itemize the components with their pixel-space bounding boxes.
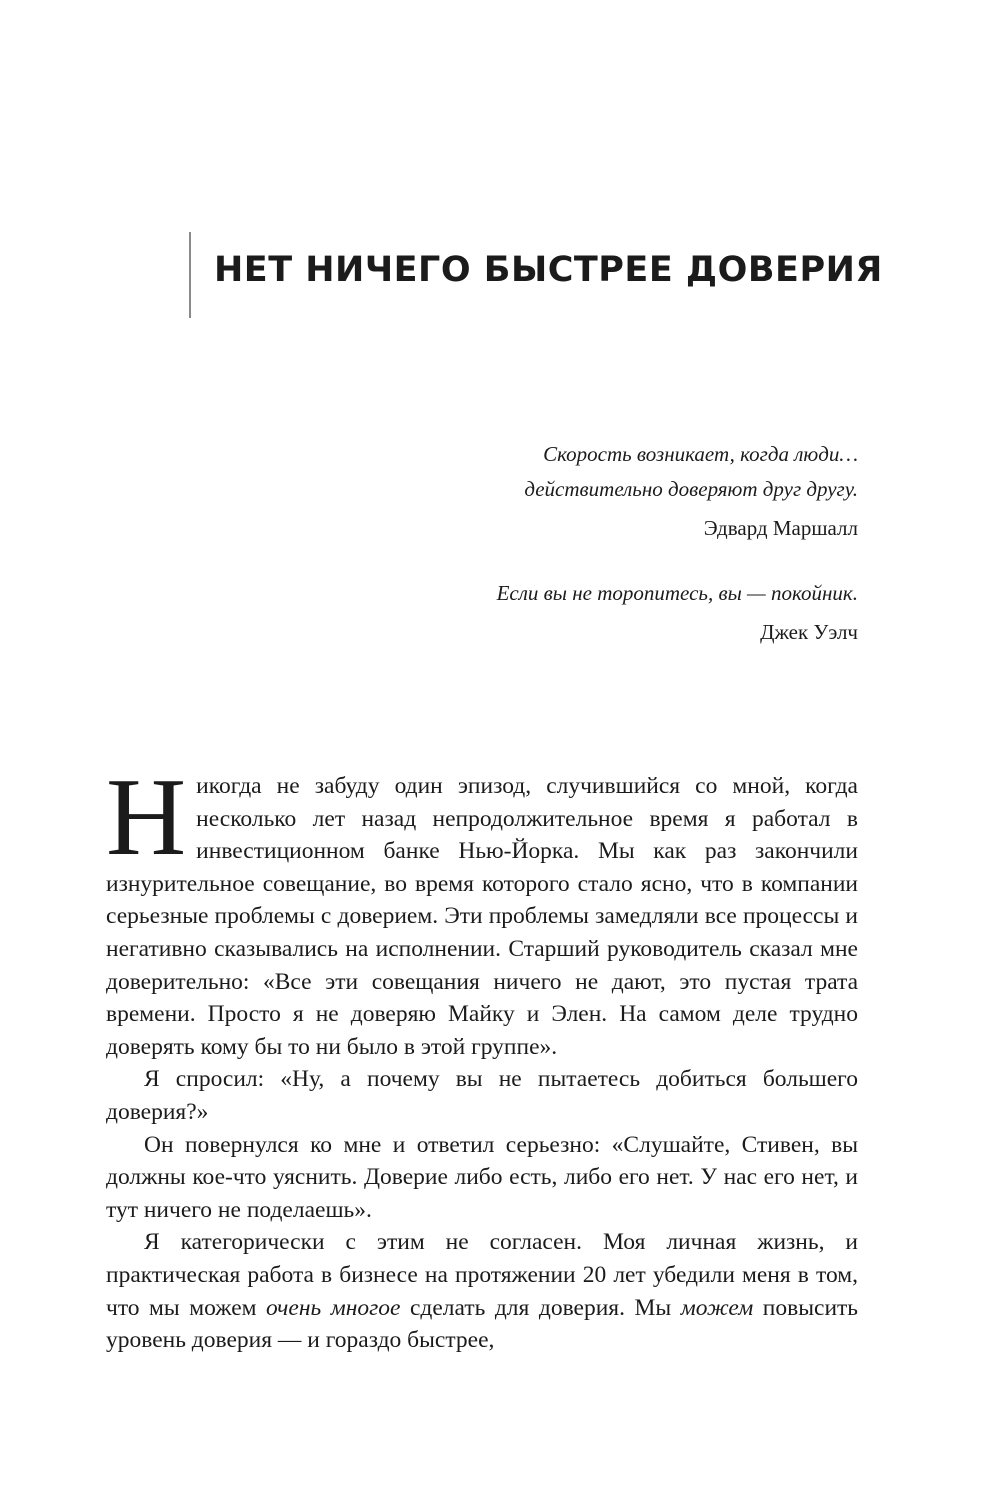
paragraph-4-text: сделать для доверия. Мы — [400, 1294, 681, 1321]
paragraph-4 — [106, 1226, 858, 1356]
paragraph-1 — [106, 756, 858, 1063]
paragraph-3: Он повернулся ко мне и ответил серьезно: «Слушайте, Стивен, вы должны кое-что уяснить. Доверие либо есть, либо его нет. У нас его нет, и тут ничего не поделаешь». — [106, 1131, 858, 1223]
epigraph-quote-line: Если вы не торопитесь, вы — покойник. — [496, 581, 858, 605]
paragraph-2: Я спросил: «Ну, а почему вы не пытаетесь добиться большего доверия?» — [106, 1066, 858, 1125]
epigraph-author: Джек Уэлч — [760, 620, 858, 644]
paragraph-1-text: икогда не забуду один эпизод, случившийся со мной, когда несколько лет назад непродолжительное время я работал в инвестиционном банке Нью-Йорка. Мы как раз закончили изнурительное совещание, во время которого стало ясно, что в компании серьезные проблемы с доверием. Эти проблемы замедляли все процессы и негативно сказывались на исполнении. Старший руководитель сказал мне доверительно: «Все эти совещания ничего не дают, это пустая трата времени. Просто я не доверяю Майку и Элен. На самом деле трудно доверять кому бы то ни было в этой группе». — [106, 773, 858, 1060]
title-accent-bar — [189, 232, 191, 318]
chapter-title: НЕТ НИЧЕГО БЫСТРЕЕ ДОВЕРИЯ — [214, 250, 883, 290]
drop-cap: Н — [106, 756, 187, 879]
epigraph-welch — [298, 576, 858, 650]
epigraph-quote-line: действительно доверяют друг другу. — [524, 477, 858, 501]
body-text — [106, 756, 859, 1357]
paragraph-4-text: повысить уровень доверия — и гораздо быстрее, — [106, 1294, 859, 1354]
emphasis-text: можем — [680, 1294, 754, 1321]
epigraph-quote-line: Скорость возникает, когда люди… — [543, 442, 858, 466]
epigraphs — [298, 437, 858, 650]
epigraph-marshall — [298, 437, 858, 546]
paragraph-4-text: Я категорически с этим не согласен. Моя личная жизнь, и практическая работа в бизнесе на протяжении 20 лет убедили меня в том, что мы можем — [106, 1229, 858, 1321]
epigraph-author: Эдвард Маршалл — [703, 516, 858, 540]
emphasis-text: очень многое — [266, 1294, 401, 1321]
